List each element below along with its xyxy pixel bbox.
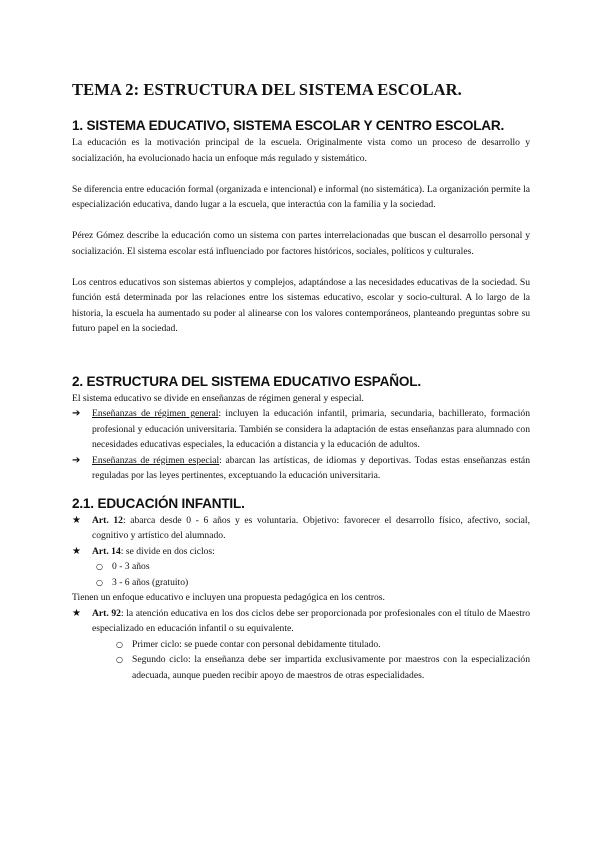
article-12-label: Art. 12 [92,514,123,526]
cycle-text: 3 - 6 años (gratuito) [112,576,189,588]
regimen-general-text: : incluyen la educación infantil, primaria, secundaria, bachillerato, formación profesional y educación universitaria. También se considera la adaptación de estas enseñanzas para alumnado con necesidades educativas especiales, la educación a distancia y la educación de adultos. [92,408,530,450]
staff-cycles-list [112,637,530,684]
cycles-list [92,559,530,590]
section-2-intro: El sistema educativo se divide en enseñanzas de régimen general y especial. [72,392,364,404]
star-icon: ★ [72,514,81,526]
article-14-text: : se divide en dos ciclos: [120,545,215,557]
list-item [72,453,530,484]
cycle-text: Segundo ciclo: la enseñanza debe ser impartida exclusivamente por maestros con la especialización adecuada, aunque pueden recibir apoyo de maestros de otras especialidades. [132,654,530,681]
document-page [72,72,530,683]
circle-icon: ○ [96,562,103,571]
list-item [92,575,530,591]
page-title: TEMA 2: ESTRUCTURA DEL SISTEMA ESCOLAR. [72,80,462,99]
articles-list [72,513,530,591]
section-1-paragraph-1: La educación es la motivación principal de la escuela. Originalmente vista como un proceso de desarrollo y socialización, ha evolucionado hacia un enfoque más regulado y sistemático. [72,137,530,164]
cycle-text: 0 - 3 años [112,561,150,572]
list-item [112,637,530,653]
regimen-general-term: Enseñanzas de régimen general [92,408,219,419]
list-item [92,559,530,575]
arrow-icon: ➔ [72,408,81,419]
article-92-text: : la atención educativa en los dos ciclos debe ser proporcionada por profesionales con el título de Maestro especializado en educación infantil o su equivalente. [92,607,530,634]
regimen-list [72,406,530,484]
section-1-paragraph-3: Pérez Gómez describe la educación como un sistema con partes interrelacionadas que buscan el desarrollo personal y socialización. El sistema escolar está influenciado por factores históricos, sociales, políticos y culturales. [72,230,530,257]
section-2-1-heading: 2.1. EDUCACIÓN INFANTIL. [72,495,245,511]
circle-icon: ○ [96,577,103,587]
circle-icon: ○ [116,639,123,649]
article-14-note: Tienen un enfoque educativo e incluyen una propuesta pedagógica en los centros. [72,592,385,603]
article-14-label: Art. 14 [92,545,121,557]
article-12-item [72,513,530,544]
article-92-item [72,606,530,684]
list-item [72,406,530,453]
regimen-especial-term: Enseñanzas de régimen especial [92,454,220,466]
star-icon: ★ [72,545,81,557]
arrow-icon: ➔ [72,454,81,466]
regimen-especial-text: : abarcan las artísticas, de idiomas y deportivas. Todas estas enseñanzas están reguladas por las leyes pertinentes, exceptuando la educación universitaria. [92,454,530,481]
section-1-paragraph-2: Se diferencia entre educación formal (organizada e intencional) e informal (no sistemática). La organización permite la especialización educativa, dando lugar a la escuela, que interactúa con la familia y la sociedad. [72,183,530,210]
article-12-text: : abarca desde 0 - 6 años y es voluntaria. Objetivo: favorecer el desarrollo físico, afectivo, social, cognitivo y artístico del alumnado. [92,514,530,541]
cycle-text: Primer ciclo: se puede contar con personal debidamente titulado. [132,638,381,650]
list-item [112,652,530,683]
star-icon: ★ [72,607,81,619]
section-2-heading: 2. ESTRUCTURA DEL SISTEMA EDUCATIVO ESPAÑOL. [72,373,421,389]
articles-list-continued [72,606,530,684]
article-92-label: Art. 92 [92,607,121,619]
section-1-paragraph-4: Los centros educativos son sistemas abiertos y complejos, adaptándose a las necesidades educativas de la sociedad. Su función está determinada por las relaciones entre los sistemas educativo, escolar y socio-cultural. A lo largo de la historia, la escuela ha aumentado su poder al alinearse con los valores contemporáneos, planteando preguntas sobre su futuro papel en la sociedad. [72,276,530,334]
section-1-heading: 1. SISTEMA EDUCATIVO, SISTEMA ESCOLAR Y CENTRO ESCOLAR. [72,118,505,133]
circle-icon: ○ [116,655,123,664]
article-14-item [72,544,530,591]
